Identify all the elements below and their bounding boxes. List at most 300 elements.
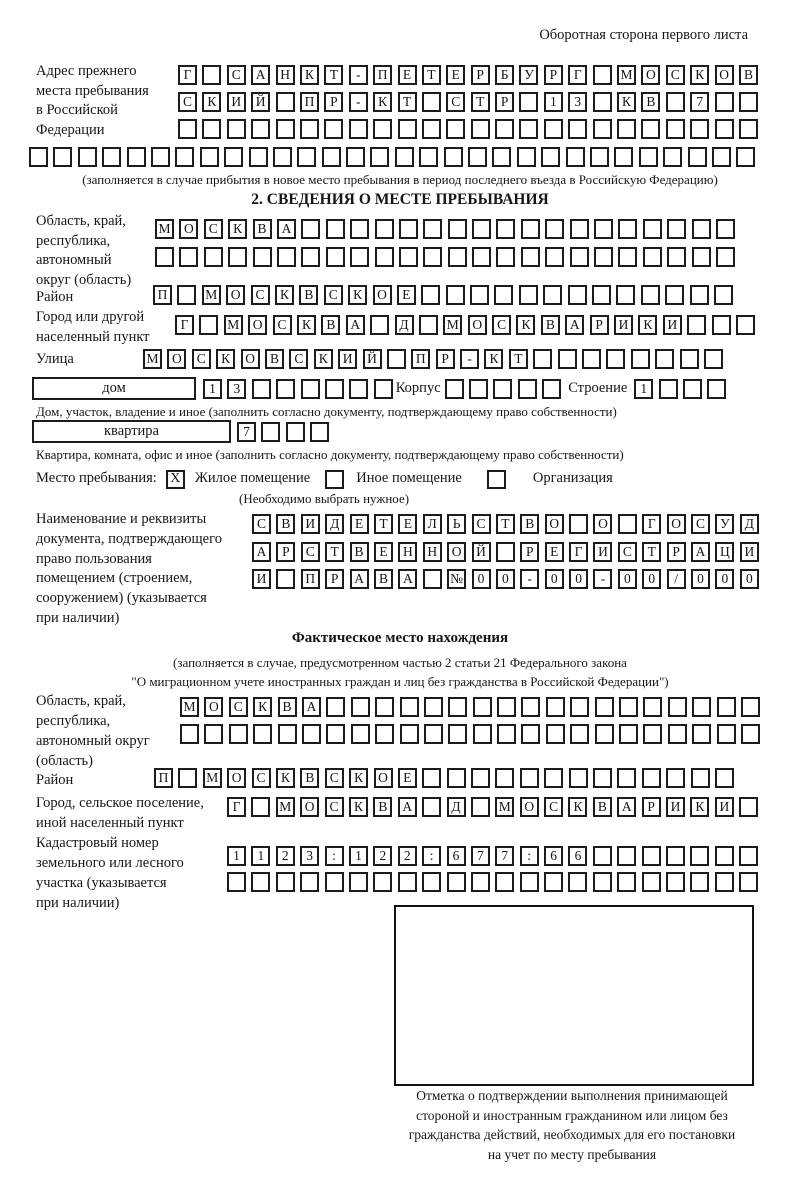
- char-cell[interactable]: [643, 697, 662, 717]
- char-cell[interactable]: [631, 349, 650, 369]
- char-cell[interactable]: К: [202, 92, 221, 112]
- char-cell[interactable]: [619, 724, 638, 744]
- char-cell[interactable]: [492, 147, 511, 167]
- char-cell[interactable]: [619, 697, 638, 717]
- char-cell[interactable]: /: [667, 569, 686, 589]
- char-cell[interactable]: [616, 285, 635, 305]
- char-cell[interactable]: С: [324, 285, 343, 305]
- char-cell[interactable]: [594, 219, 613, 239]
- char-cell[interactable]: [545, 247, 564, 267]
- char-cell[interactable]: П: [301, 569, 320, 589]
- char-cell[interactable]: Е: [398, 514, 417, 534]
- char-cell[interactable]: [739, 872, 758, 892]
- char-cell[interactable]: А: [398, 569, 417, 589]
- char-cell[interactable]: Р: [276, 542, 295, 562]
- prev-address-row-1[interactable]: [178, 65, 758, 85]
- char-cell[interactable]: М: [495, 797, 514, 817]
- char-cell[interactable]: [227, 119, 246, 139]
- char-cell[interactable]: [545, 219, 564, 239]
- char-cell[interactable]: [301, 247, 320, 267]
- char-cell[interactable]: [422, 768, 441, 788]
- char-cell[interactable]: [398, 872, 417, 892]
- char-cell[interactable]: В: [321, 315, 340, 335]
- char-cell[interactable]: [495, 872, 514, 892]
- char-cell[interactable]: [253, 247, 272, 267]
- char-cell[interactable]: 0: [472, 569, 491, 589]
- char-cell[interactable]: П: [154, 768, 173, 788]
- char-cell[interactable]: [495, 119, 514, 139]
- char-cell[interactable]: [568, 285, 587, 305]
- char-cell[interactable]: П: [373, 65, 392, 85]
- char-cell[interactable]: 1: [227, 846, 246, 866]
- char-cell[interactable]: С: [251, 285, 270, 305]
- char-cell[interactable]: К: [300, 65, 319, 85]
- char-cell[interactable]: С: [252, 514, 271, 534]
- char-cell[interactable]: [544, 768, 563, 788]
- char-cell[interactable]: И: [715, 797, 734, 817]
- korpus-cells[interactable]: [445, 379, 562, 399]
- char-cell[interactable]: [715, 119, 734, 139]
- char-cell[interactable]: [300, 872, 319, 892]
- char-cell[interactable]: [399, 219, 418, 239]
- char-cell[interactable]: Е: [350, 514, 369, 534]
- char-cell[interactable]: [473, 697, 492, 717]
- char-cell[interactable]: [544, 119, 563, 139]
- char-cell[interactable]: [617, 846, 636, 866]
- char-cell[interactable]: 2: [373, 846, 392, 866]
- char-cell[interactable]: [704, 349, 723, 369]
- char-cell[interactable]: [741, 697, 760, 717]
- char-cell[interactable]: [204, 724, 223, 744]
- char-cell[interactable]: К: [349, 797, 368, 817]
- char-cell[interactable]: [665, 285, 684, 305]
- char-cell[interactable]: 0: [618, 569, 637, 589]
- char-cell[interactable]: К: [276, 768, 295, 788]
- char-cell[interactable]: А: [251, 65, 270, 85]
- char-cell[interactable]: [593, 92, 612, 112]
- char-cell[interactable]: [227, 872, 246, 892]
- gorod-row[interactable]: [175, 315, 755, 335]
- char-cell[interactable]: [276, 872, 295, 892]
- char-cell[interactable]: Т: [496, 514, 515, 534]
- char-cell[interactable]: [175, 147, 194, 167]
- char-cell[interactable]: [422, 92, 441, 112]
- char-cell[interactable]: С: [544, 797, 563, 817]
- char-cell[interactable]: М: [276, 797, 295, 817]
- char-cell[interactable]: [569, 514, 588, 534]
- char-cell[interactable]: Г: [175, 315, 194, 335]
- char-cell[interactable]: Е: [398, 768, 417, 788]
- char-cell[interactable]: [422, 872, 441, 892]
- factual-oblast-row-2[interactable]: [180, 724, 760, 744]
- char-cell[interactable]: [29, 147, 48, 167]
- char-cell[interactable]: [715, 768, 734, 788]
- char-cell[interactable]: [691, 768, 710, 788]
- char-cell[interactable]: [715, 872, 734, 892]
- dom-cells[interactable]: [203, 379, 393, 399]
- doc-row-3[interactable]: [252, 569, 759, 589]
- char-cell[interactable]: [370, 315, 389, 335]
- char-cell[interactable]: [400, 724, 419, 744]
- char-cell[interactable]: [716, 247, 735, 267]
- doc-row-1[interactable]: [252, 514, 759, 534]
- char-cell[interactable]: [471, 797, 490, 817]
- char-cell[interactable]: [351, 697, 370, 717]
- char-cell[interactable]: [276, 379, 295, 399]
- char-cell[interactable]: [422, 119, 441, 139]
- char-cell[interactable]: [642, 846, 661, 866]
- char-cell[interactable]: [521, 697, 540, 717]
- char-cell[interactable]: [667, 219, 686, 239]
- char-cell[interactable]: К: [617, 92, 636, 112]
- char-cell[interactable]: С: [446, 92, 465, 112]
- char-cell[interactable]: [544, 872, 563, 892]
- char-cell[interactable]: [350, 247, 369, 267]
- char-cell[interactable]: Д: [325, 514, 344, 534]
- char-cell[interactable]: :: [325, 846, 344, 866]
- char-cell[interactable]: [519, 92, 538, 112]
- char-cell[interactable]: С: [273, 315, 292, 335]
- char-cell[interactable]: [688, 147, 707, 167]
- char-cell[interactable]: И: [614, 315, 633, 335]
- char-cell[interactable]: С: [492, 315, 511, 335]
- char-cell[interactable]: С: [472, 514, 491, 534]
- char-cell[interactable]: :: [422, 846, 441, 866]
- char-cell[interactable]: [400, 697, 419, 717]
- char-cell[interactable]: [690, 285, 709, 305]
- char-cell[interactable]: [375, 697, 394, 717]
- char-cell[interactable]: [446, 119, 465, 139]
- char-cell[interactable]: [387, 349, 406, 369]
- char-cell[interactable]: К: [314, 349, 333, 369]
- char-cell[interactable]: [739, 797, 758, 817]
- char-cell[interactable]: Ь: [447, 514, 466, 534]
- char-cell[interactable]: Р: [590, 315, 609, 335]
- char-cell[interactable]: [736, 315, 755, 335]
- char-cell[interactable]: [53, 147, 72, 167]
- char-cell[interactable]: [127, 147, 146, 167]
- char-cell[interactable]: [349, 379, 368, 399]
- char-cell[interactable]: Г: [642, 514, 661, 534]
- char-cell[interactable]: Б: [495, 65, 514, 85]
- char-cell[interactable]: 7: [495, 846, 514, 866]
- char-cell[interactable]: [641, 285, 660, 305]
- char-cell[interactable]: [520, 768, 539, 788]
- char-cell[interactable]: В: [520, 514, 539, 534]
- char-cell[interactable]: [715, 92, 734, 112]
- char-cell[interactable]: И: [227, 92, 246, 112]
- char-cell[interactable]: О: [179, 219, 198, 239]
- char-cell[interactable]: В: [350, 542, 369, 562]
- char-cell[interactable]: И: [252, 569, 271, 589]
- char-cell[interactable]: [448, 247, 467, 267]
- char-cell[interactable]: [326, 219, 345, 239]
- char-cell[interactable]: В: [739, 65, 758, 85]
- char-cell[interactable]: А: [617, 797, 636, 817]
- char-cell[interactable]: О: [300, 797, 319, 817]
- char-cell[interactable]: [297, 147, 316, 167]
- char-cell[interactable]: В: [299, 285, 318, 305]
- char-cell[interactable]: [370, 147, 389, 167]
- char-cell[interactable]: [666, 768, 685, 788]
- char-cell[interactable]: 3: [568, 92, 587, 112]
- char-cell[interactable]: [471, 872, 490, 892]
- char-cell[interactable]: К: [216, 349, 235, 369]
- doc-row-2[interactable]: [252, 542, 759, 562]
- char-cell[interactable]: [324, 119, 343, 139]
- zhiloe-checkbox[interactable]: X: [166, 470, 185, 489]
- char-cell[interactable]: [590, 147, 609, 167]
- char-cell[interactable]: К: [690, 65, 709, 85]
- char-cell[interactable]: [375, 724, 394, 744]
- char-cell[interactable]: [641, 119, 660, 139]
- char-cell[interactable]: [618, 514, 637, 534]
- char-cell[interactable]: [325, 379, 344, 399]
- char-cell[interactable]: [517, 147, 536, 167]
- char-cell[interactable]: 3: [300, 846, 319, 866]
- char-cell[interactable]: [180, 724, 199, 744]
- char-cell[interactable]: [542, 379, 561, 399]
- char-cell[interactable]: 0: [496, 569, 515, 589]
- char-cell[interactable]: М: [202, 285, 221, 305]
- char-cell[interactable]: 0: [569, 569, 588, 589]
- char-cell[interactable]: [519, 119, 538, 139]
- char-cell[interactable]: [253, 724, 272, 744]
- char-cell[interactable]: М: [617, 65, 636, 85]
- char-cell[interactable]: [716, 219, 735, 239]
- char-cell[interactable]: [618, 247, 637, 267]
- char-cell[interactable]: [570, 219, 589, 239]
- char-cell[interactable]: [496, 542, 515, 562]
- char-cell[interactable]: [419, 315, 438, 335]
- char-cell[interactable]: 7: [471, 846, 490, 866]
- char-cell[interactable]: О: [167, 349, 186, 369]
- char-cell[interactable]: О: [227, 768, 246, 788]
- char-cell[interactable]: 0: [715, 569, 734, 589]
- raion-row[interactable]: [153, 285, 733, 305]
- char-cell[interactable]: 0: [642, 569, 661, 589]
- char-cell[interactable]: К: [297, 315, 316, 335]
- char-cell[interactable]: [533, 349, 552, 369]
- char-cell[interactable]: Ц: [715, 542, 734, 562]
- char-cell[interactable]: Е: [397, 285, 416, 305]
- char-cell[interactable]: К: [690, 797, 709, 817]
- char-cell[interactable]: [582, 349, 601, 369]
- char-cell[interactable]: [373, 119, 392, 139]
- char-cell[interactable]: А: [277, 219, 296, 239]
- char-cell[interactable]: Й: [363, 349, 382, 369]
- char-cell[interactable]: [373, 872, 392, 892]
- char-cell[interactable]: О: [241, 349, 260, 369]
- char-cell[interactable]: [663, 147, 682, 167]
- char-cell[interactable]: И: [740, 542, 759, 562]
- char-cell[interactable]: М: [155, 219, 174, 239]
- char-cell[interactable]: Г: [227, 797, 246, 817]
- char-cell[interactable]: [277, 247, 296, 267]
- char-cell[interactable]: [739, 119, 758, 139]
- char-cell[interactable]: Р: [436, 349, 455, 369]
- char-cell[interactable]: [249, 147, 268, 167]
- char-cell[interactable]: О: [226, 285, 245, 305]
- factual-oblast-row-1[interactable]: [180, 697, 760, 717]
- char-cell[interactable]: [322, 147, 341, 167]
- char-cell[interactable]: О: [520, 797, 539, 817]
- char-cell[interactable]: Е: [545, 542, 564, 562]
- char-cell[interactable]: Р: [544, 65, 563, 85]
- char-cell[interactable]: [666, 92, 685, 112]
- char-cell[interactable]: -: [349, 65, 368, 85]
- char-cell[interactable]: [471, 768, 490, 788]
- char-cell[interactable]: Д: [447, 797, 466, 817]
- char-cell[interactable]: А: [398, 797, 417, 817]
- char-cell[interactable]: Е: [374, 542, 393, 562]
- char-cell[interactable]: А: [350, 569, 369, 589]
- char-cell[interactable]: 1: [634, 379, 653, 399]
- char-cell[interactable]: 1: [349, 846, 368, 866]
- char-cell[interactable]: [204, 247, 223, 267]
- char-cell[interactable]: [666, 872, 685, 892]
- char-cell[interactable]: О: [468, 315, 487, 335]
- char-cell[interactable]: 2: [398, 846, 417, 866]
- char-cell[interactable]: М: [443, 315, 462, 335]
- char-cell[interactable]: [472, 219, 491, 239]
- char-cell[interactable]: [519, 285, 538, 305]
- char-cell[interactable]: [78, 147, 97, 167]
- char-cell[interactable]: [155, 247, 174, 267]
- char-cell[interactable]: [424, 697, 443, 717]
- char-cell[interactable]: Д: [395, 315, 414, 335]
- char-cell[interactable]: [472, 247, 491, 267]
- char-cell[interactable]: [445, 379, 464, 399]
- char-cell[interactable]: 0: [545, 569, 564, 589]
- char-cell[interactable]: [468, 147, 487, 167]
- char-cell[interactable]: К: [348, 285, 367, 305]
- char-cell[interactable]: [493, 379, 512, 399]
- char-cell[interactable]: Т: [422, 65, 441, 85]
- char-cell[interactable]: О: [447, 542, 466, 562]
- char-cell[interactable]: [325, 872, 344, 892]
- char-cell[interactable]: [741, 724, 760, 744]
- char-cell[interactable]: [301, 379, 320, 399]
- char-cell[interactable]: [667, 247, 686, 267]
- char-cell[interactable]: [448, 697, 467, 717]
- char-cell[interactable]: К: [568, 797, 587, 817]
- char-cell[interactable]: В: [541, 315, 560, 335]
- char-cell[interactable]: [593, 768, 612, 788]
- char-cell[interactable]: А: [691, 542, 710, 562]
- char-cell[interactable]: С: [289, 349, 308, 369]
- char-cell[interactable]: [521, 247, 540, 267]
- char-cell[interactable]: [668, 697, 687, 717]
- char-cell[interactable]: Й: [251, 92, 270, 112]
- char-cell[interactable]: Т: [374, 514, 393, 534]
- char-cell[interactable]: [276, 92, 295, 112]
- char-cell[interactable]: [471, 119, 490, 139]
- char-cell[interactable]: [692, 724, 711, 744]
- char-cell[interactable]: [712, 147, 731, 167]
- char-cell[interactable]: К: [228, 219, 247, 239]
- char-cell[interactable]: [421, 285, 440, 305]
- char-cell[interactable]: [228, 247, 247, 267]
- char-cell[interactable]: П: [153, 285, 172, 305]
- char-cell[interactable]: [395, 147, 414, 167]
- char-cell[interactable]: -: [349, 92, 368, 112]
- char-cell[interactable]: [278, 724, 297, 744]
- char-cell[interactable]: С: [325, 797, 344, 817]
- char-cell[interactable]: [566, 147, 585, 167]
- char-cell[interactable]: С: [301, 542, 320, 562]
- char-cell[interactable]: 7: [690, 92, 709, 112]
- char-cell[interactable]: [568, 872, 587, 892]
- prev-address-row-4[interactable]: [29, 147, 755, 167]
- char-cell[interactable]: [310, 422, 329, 442]
- char-cell[interactable]: Т: [398, 92, 417, 112]
- char-cell[interactable]: [606, 349, 625, 369]
- char-cell[interactable]: [546, 697, 565, 717]
- ulitsa-row[interactable]: [143, 349, 723, 369]
- char-cell[interactable]: [422, 797, 441, 817]
- char-cell[interactable]: [261, 422, 280, 442]
- char-cell[interactable]: К: [516, 315, 535, 335]
- char-cell[interactable]: [202, 65, 221, 85]
- char-cell[interactable]: [739, 846, 758, 866]
- char-cell[interactable]: [659, 379, 678, 399]
- char-cell[interactable]: В: [253, 219, 272, 239]
- char-cell[interactable]: [179, 247, 198, 267]
- char-cell[interactable]: Г: [568, 65, 587, 85]
- char-cell[interactable]: В: [593, 797, 612, 817]
- char-cell[interactable]: 0: [740, 569, 759, 589]
- char-cell[interactable]: А: [252, 542, 271, 562]
- char-cell[interactable]: С: [325, 768, 344, 788]
- char-cell[interactable]: В: [641, 92, 660, 112]
- char-cell[interactable]: [447, 768, 466, 788]
- char-cell[interactable]: [570, 247, 589, 267]
- char-cell[interactable]: [736, 147, 755, 167]
- char-cell[interactable]: С: [618, 542, 637, 562]
- char-cell[interactable]: 1: [251, 846, 270, 866]
- char-cell[interactable]: [448, 219, 467, 239]
- char-cell[interactable]: [178, 768, 197, 788]
- char-cell[interactable]: Н: [423, 542, 442, 562]
- char-cell[interactable]: К: [275, 285, 294, 305]
- char-cell[interactable]: [497, 724, 516, 744]
- char-cell[interactable]: [642, 872, 661, 892]
- char-cell[interactable]: С: [227, 65, 246, 85]
- char-cell[interactable]: 6: [544, 846, 563, 866]
- char-cell[interactable]: М: [224, 315, 243, 335]
- char-cell[interactable]: П: [300, 92, 319, 112]
- char-cell[interactable]: Т: [642, 542, 661, 562]
- char-cell[interactable]: [639, 147, 658, 167]
- char-cell[interactable]: [593, 65, 612, 85]
- char-cell[interactable]: П: [411, 349, 430, 369]
- char-cell[interactable]: О: [545, 514, 564, 534]
- char-cell[interactable]: [276, 569, 295, 589]
- char-cell[interactable]: С: [252, 768, 271, 788]
- char-cell[interactable]: А: [346, 315, 365, 335]
- char-cell[interactable]: [423, 569, 442, 589]
- char-cell[interactable]: [202, 119, 221, 139]
- char-cell[interactable]: [617, 768, 636, 788]
- char-cell[interactable]: [351, 724, 370, 744]
- char-cell[interactable]: [680, 349, 699, 369]
- char-cell[interactable]: [570, 697, 589, 717]
- char-cell[interactable]: Т: [471, 92, 490, 112]
- char-cell[interactable]: [569, 768, 588, 788]
- organizatsia-checkbox[interactable]: [487, 470, 506, 489]
- inoe-checkbox[interactable]: [325, 470, 344, 489]
